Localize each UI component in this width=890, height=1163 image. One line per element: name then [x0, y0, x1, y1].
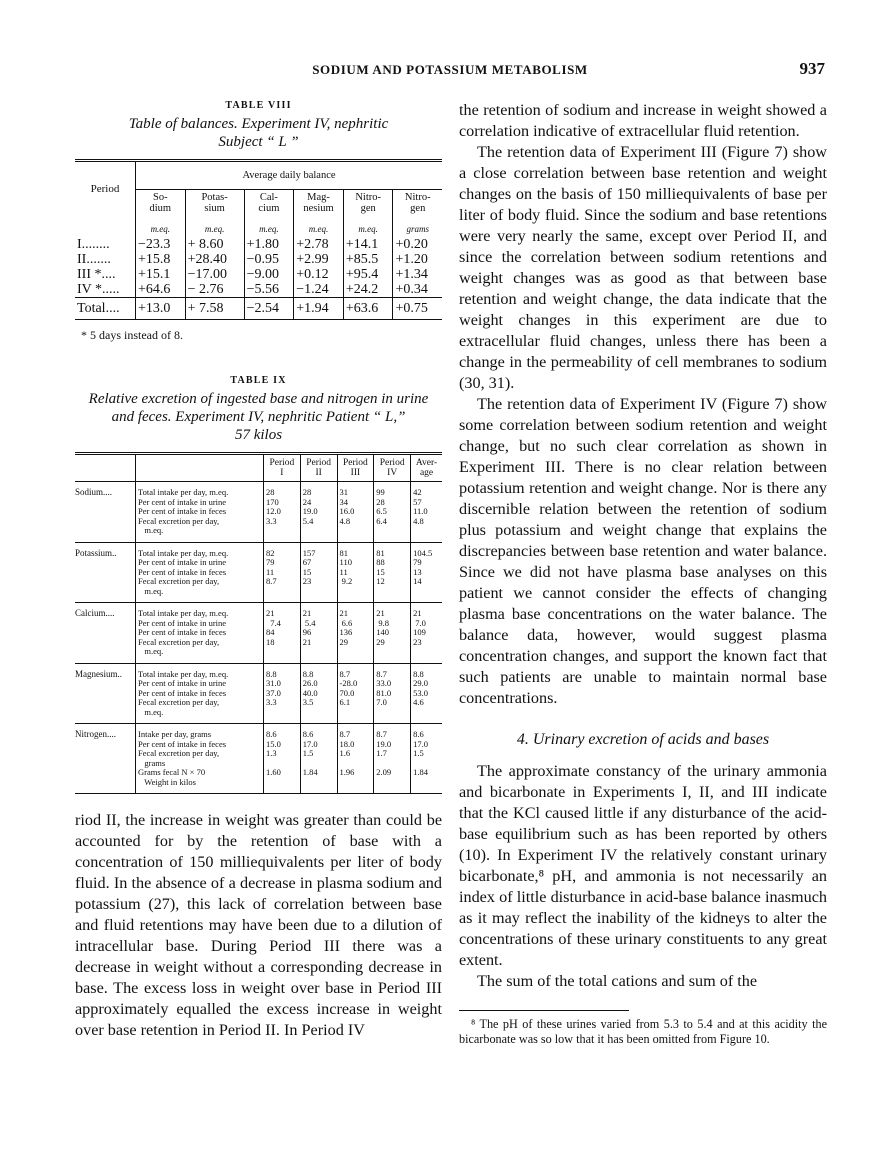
balance-value: −23.3: [136, 237, 186, 252]
balance-value: − 2.76: [185, 282, 244, 298]
table-9-caption-line: 57 kilos: [234, 427, 283, 443]
group-values: 21 5.4 96 21: [300, 603, 337, 664]
balance-value: +0.34: [393, 282, 442, 298]
period-label: IV *.....: [77, 282, 120, 297]
group-values: 28 170 12.0 3.3: [264, 482, 301, 543]
column-header: Period IV: [374, 454, 411, 482]
period-header: Period: [90, 182, 120, 195]
balance-value: +0.12: [294, 267, 344, 282]
group-values: 31 34 16.0 4.8: [337, 482, 374, 543]
row-labels: Intake per day, grams Per cent of intake in feces Fecal excretion per day, grams Grams fecal N × 70 Weight in kilos: [136, 724, 264, 794]
footnote-rule: [459, 1010, 629, 1011]
row-labels: Total intake per day, m.eq. Per cent of intake in urine Per cent of intake in feces Fecal excretion per day, m.eq.: [136, 603, 264, 664]
unit-label: m.eq.: [136, 216, 186, 237]
group-values: 157 67 15 23: [300, 542, 337, 603]
unit-label: m.eq.: [294, 216, 344, 237]
balance-value: +2.99: [294, 252, 344, 267]
balance-value: +1.34: [393, 267, 442, 282]
balance-value: −2.54: [244, 298, 294, 320]
column-header: Mag- nesium: [294, 190, 344, 217]
period-label: II.......: [77, 252, 111, 267]
right-paragraph-2: The retention data of Experiment III (Figure 7) show a close correlation between base retention and weight changes on the basis of 150 milliequivalents of base per liter of body fluid. Since the sodium and base retentions were very nearly the same, except over Period II, and since the correlation between sodium retentions and weight changes was as good as that between base retention and weight change, the data indicate that the weight changes in this experiment are due to extracellular fluid changes, unless there has been a change in the permeability of cell membranes to sodium (30, 31).: [459, 143, 827, 392]
balance-value: −17.00: [185, 267, 244, 282]
column-header: Period I: [264, 454, 301, 482]
table-8-label: TABLE VIII: [225, 100, 292, 111]
balance-value: +63.6: [343, 298, 393, 320]
balance-value: +2.78: [294, 237, 344, 252]
blank-header: [136, 454, 264, 482]
column-header: Potas- sium: [185, 190, 244, 217]
period-label: I........: [77, 237, 110, 252]
column-header: Cal- cium: [244, 190, 294, 217]
column-header: Period II: [300, 454, 337, 482]
table-group-row: [75, 482, 442, 543]
group-values: 21 9.8 140 29: [374, 603, 411, 664]
group-name: Nitrogen....: [75, 724, 136, 794]
balance-value: −0.95: [244, 252, 294, 267]
table-group-row: [75, 603, 442, 664]
group-values: 8.6 15.0 1.3 1.60: [264, 724, 301, 794]
table-row: [75, 237, 442, 252]
left-paragraph: riod II, the increase in weight was greater than could be accounted for by the retention of base with a concentration of 150 milliequivalents per liter of body fluid. In the absence of a decrease in plasma sodium and potassium (27), this lack of correlation between base and fluid retentions may have been due to a dilution of intracellular base. During Period III there was a decrease in weight without a corresponding decrease in base. The excess loss in weight over base in Period III approximately equalled the excess increase in weight over base retention in Period II. In Period IV: [75, 811, 442, 1039]
group-values: 81 110 11 9.2: [337, 542, 374, 603]
unit-label: m.eq.: [185, 216, 244, 237]
column-header: Aver- age: [411, 454, 442, 482]
table-group-row: [75, 542, 442, 603]
group-name: Magnesium..: [75, 663, 136, 724]
right-paragraph-5: The sum of the total cations and sum of the: [477, 972, 758, 990]
blank-header: [75, 454, 136, 482]
column-header: Period III: [337, 454, 374, 482]
running-header: [75, 59, 825, 82]
balance-value: + 7.58: [185, 298, 244, 320]
balance-value: +24.2: [343, 282, 393, 298]
unit-label: m.eq.: [343, 216, 393, 237]
group-values: 42 57 11.0 4.8: [411, 482, 442, 543]
group-values: 21 7.4 84 18: [264, 603, 301, 664]
page-number: 937: [799, 59, 825, 78]
table-9-caption: [75, 390, 442, 444]
table-9-label: TABLE IX: [230, 375, 287, 386]
row-labels: Total intake per day, m.eq. Per cent of intake in urine Per cent of intake in feces Fecal excretion per day, m.eq.: [136, 482, 264, 543]
table-row: [75, 282, 442, 298]
group-name: Sodium....: [75, 482, 136, 543]
section-heading: 4. Urinary excretion of acids and bases: [516, 731, 770, 748]
row-labels: Total intake per day, m.eq. Per cent of intake in urine Per cent of intake in feces Fecal excretion per day, m.eq.: [136, 663, 264, 724]
balance-value: +1.80: [244, 237, 294, 252]
column-header: Nitro- gen: [393, 190, 442, 217]
column-header: So- dium: [136, 190, 186, 217]
table-group-row: [75, 724, 442, 794]
balance-value: +64.6: [136, 282, 186, 298]
group-values: 8.7 18.0 1.6 1.96: [337, 724, 374, 794]
footnote-8: ⁸ The pH of these urines varied from 5.3 to 5.4 and at this acidity the bicarbonate was so low that it has been omitted from Figure 10.: [459, 1017, 827, 1046]
group-values: 81 88 15 12: [374, 542, 411, 603]
group-values: 104.5 79 13 14: [411, 542, 442, 603]
balance-value: +0.20: [393, 237, 442, 252]
table-row: [75, 267, 442, 282]
table-9-caption-line: and feces. Experiment IV, nephritic Patient “ L,”: [111, 409, 406, 425]
balance-value: −9.00: [244, 267, 294, 282]
group-values: 8.6 17.0 1.5 1.84: [411, 724, 442, 794]
group-values: 21 6.6 136 29: [337, 603, 374, 664]
right-paragraph-4: The approximate constancy of the urinary ammonia and bicarbonate in Experiments I, II, and III indicate that the KCl caused little if any disturbance of the acid-base equilibrium such as has been reported by others (10). In Experiment IV the relatively constant urinary bicarbonate,⁸ pH, and ammonia is not necessarily an index of little disturbance in acid-base balance inasmuch as it may reflect the inability of the kidneys to alter the concentrations of these urinary constituents to any great extent.: [459, 762, 827, 969]
right-column: [459, 100, 827, 1047]
unit-label: grams: [393, 216, 442, 237]
group-values: 8.6 17.0 1.5 1.84: [300, 724, 337, 794]
balance-value: +1.94: [294, 298, 344, 320]
table-8-footnote: * 5 days instead of 8.: [81, 328, 183, 342]
balance-value: +0.75: [393, 298, 442, 320]
balance-value: +1.20: [393, 252, 442, 267]
balance-value: + 8.60: [185, 237, 244, 252]
excretion-table: [75, 452, 442, 794]
unit-label: m.eq.: [244, 216, 294, 237]
period-label: III *....: [77, 267, 116, 282]
balance-value: +28.40: [185, 252, 244, 267]
group-values: 8.8 31.0 37.0 3.3: [264, 663, 301, 724]
table-row: [75, 252, 442, 267]
balance-table: [75, 159, 442, 320]
balance-value: −1.24: [294, 282, 344, 298]
balance-value: +15.8: [136, 252, 186, 267]
left-column: [75, 100, 442, 1041]
right-paragraph-1: the retention of sodium and increase in weight showed a correlation indicative of extracellular fluid retention.: [459, 101, 827, 140]
table-8-caption-line: Subject “ L ”: [218, 134, 299, 150]
period-label: Total....: [75, 298, 136, 320]
group-values: 8.8 29.0 53.0 4.6: [411, 663, 442, 724]
total-row: [75, 298, 442, 320]
group-name: Potassium..: [75, 542, 136, 603]
group-values: 28 24 19.0 5.4: [300, 482, 337, 543]
group-values: 99 28 6.5 6.4: [374, 482, 411, 543]
group-header: Average daily balance: [136, 161, 443, 190]
group-values: 82 79 11 8.7: [264, 542, 301, 603]
balance-value: +14.1: [343, 237, 393, 252]
balance-value: −5.56: [244, 282, 294, 298]
balance-value: +85.5: [343, 252, 393, 267]
table-8-caption-line: Table of balances. Experiment IV, nephritic: [128, 116, 389, 132]
row-labels: Total intake per day, m.eq. Per cent of intake in urine Per cent of intake in feces Fecal excretion per day, m.eq.: [136, 542, 264, 603]
units-blank: [75, 216, 136, 237]
group-values: 8.8 26.0 40.0 3.5: [300, 663, 337, 724]
column-header: Nitro- gen: [343, 190, 393, 217]
table-group-row: [75, 663, 442, 724]
balance-value: +95.4: [343, 267, 393, 282]
group-values: 8.7 -28.0 70.0 6.1: [337, 663, 374, 724]
running-title: SODIUM AND POTASSIUM METABOLISM: [312, 62, 588, 77]
table-9-caption-line: Relative excretion of ingested base and nitrogen in urine: [88, 391, 429, 407]
balance-value: +15.1: [136, 267, 186, 282]
group-name: Calcium....: [75, 603, 136, 664]
group-values: 8.7 19.0 1.7 2.09: [374, 724, 411, 794]
balance-value: +13.0: [136, 298, 186, 320]
group-values: 8.7 33.0 81.0 7.0: [374, 663, 411, 724]
table-8-caption: [75, 115, 442, 151]
group-values: 21 7.0 109 23: [411, 603, 442, 664]
right-paragraph-3: The retention data of Experiment IV (Figure 7) show some correlation between sodium retention and weight change, but no such clear correlation as shown in Experiment III. There is no clear relation between potassium retention and weight change. Nor is there any discernible relation between the retention of sodium plus potassium and weight change that explains the discrepancies between base retention and water balance. Since we did not have plasma base analyses on this patient we cannot consider the effects of changing plasma base concentrations on the water balance. The balance data, however, would suggest plasma concentration changes, and support the known fact that such patients are unable to maintain normal base concentrations.: [459, 395, 827, 707]
